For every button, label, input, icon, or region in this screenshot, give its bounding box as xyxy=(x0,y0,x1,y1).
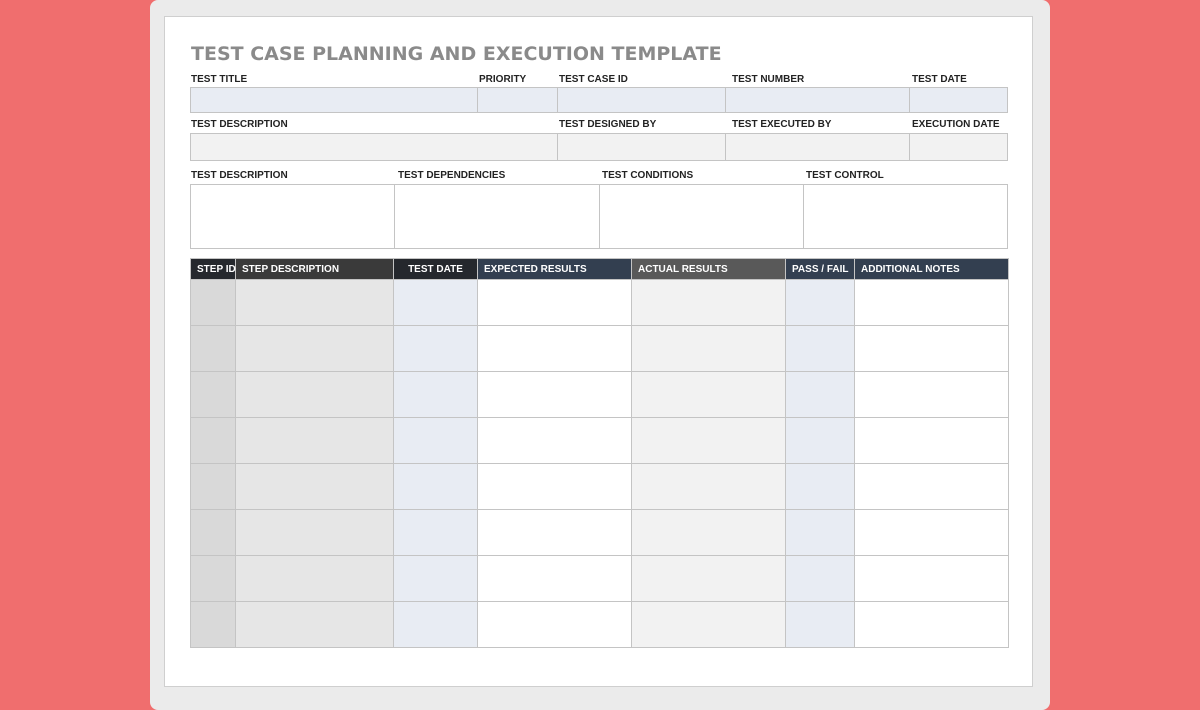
table-row xyxy=(191,602,1009,648)
actual-results-cell[interactable] xyxy=(632,372,786,418)
table-row xyxy=(191,418,1009,464)
actual-results-cell[interactable] xyxy=(632,510,786,556)
step-id-cell[interactable] xyxy=(191,602,236,648)
additional-notes-cell[interactable] xyxy=(855,556,1009,602)
step-description-cell[interactable] xyxy=(236,464,394,510)
test-title-field[interactable] xyxy=(190,87,478,113)
test-executed-by-label: TEST EXECUTED BY xyxy=(732,119,832,130)
test-date-cell[interactable] xyxy=(394,326,478,372)
actual-results-cell[interactable] xyxy=(632,418,786,464)
test-description-field[interactable] xyxy=(190,133,558,161)
step-description-cell[interactable] xyxy=(236,510,394,556)
actual-results-cell[interactable] xyxy=(632,464,786,510)
additional-notes-cell[interactable] xyxy=(855,510,1009,556)
step-id-cell[interactable] xyxy=(191,372,236,418)
table-row xyxy=(191,372,1009,418)
pass-fail-cell[interactable] xyxy=(786,510,855,556)
expected-results-cell[interactable] xyxy=(478,326,632,372)
test-description-2-field[interactable] xyxy=(190,184,395,249)
step-id-cell[interactable] xyxy=(191,326,236,372)
step-description-cell[interactable] xyxy=(236,326,394,372)
priority-label: PRIORITY xyxy=(479,74,527,85)
expected-results-cell[interactable] xyxy=(478,556,632,602)
step-description-cell[interactable] xyxy=(236,418,394,464)
table-row xyxy=(191,280,1009,326)
test-description-2-label: TEST DESCRIPTION xyxy=(191,170,288,181)
test-date-cell[interactable] xyxy=(394,602,478,648)
test-dependencies-field[interactable] xyxy=(394,184,600,249)
test-title-label: TEST TITLE xyxy=(191,74,248,85)
expected-results-cell[interactable] xyxy=(478,464,632,510)
test-date-cell[interactable] xyxy=(394,510,478,556)
table-row xyxy=(191,464,1009,510)
steps-body xyxy=(191,280,1009,648)
test-date-cell[interactable] xyxy=(394,372,478,418)
test-number-label: TEST NUMBER xyxy=(732,74,805,85)
test-date-cell[interactable] xyxy=(394,464,478,510)
pass-fail-cell[interactable] xyxy=(786,418,855,464)
actual-results-cell[interactable] xyxy=(632,602,786,648)
pass-fail-cell[interactable] xyxy=(786,372,855,418)
pass-fail-cell[interactable] xyxy=(786,464,855,510)
steps-table xyxy=(190,258,1009,648)
actual-results-header: ACTUAL RESULTS xyxy=(632,259,786,280)
test-date-cell[interactable] xyxy=(394,280,478,326)
page-title: TEST CASE PLANNING AND EXECUTION TEMPLATE xyxy=(191,43,722,65)
step-id-cell[interactable] xyxy=(191,464,236,510)
test-case-id-label: TEST CASE ID xyxy=(559,74,628,85)
pass-fail-cell[interactable] xyxy=(786,280,855,326)
test-designed-by-field[interactable] xyxy=(557,133,726,161)
test-control-label: TEST CONTROL xyxy=(806,170,884,181)
actual-results-cell[interactable] xyxy=(632,556,786,602)
additional-notes-cell[interactable] xyxy=(855,602,1009,648)
step-id-header: STEP ID xyxy=(191,259,236,280)
expected-results-cell[interactable] xyxy=(478,372,632,418)
step-description-cell[interactable] xyxy=(236,556,394,602)
actual-results-cell[interactable] xyxy=(632,326,786,372)
expected-results-cell[interactable] xyxy=(478,418,632,464)
additional-notes-cell[interactable] xyxy=(855,418,1009,464)
test-date-field[interactable] xyxy=(909,87,1008,113)
test-number-field[interactable] xyxy=(725,87,910,113)
expected-results-cell[interactable] xyxy=(478,602,632,648)
additional-notes-cell[interactable] xyxy=(855,464,1009,510)
test-date-cell[interactable] xyxy=(394,556,478,602)
table-row xyxy=(191,510,1009,556)
pass-fail-header: PASS / FAIL xyxy=(786,259,855,280)
test-date-header: TEST DATE xyxy=(394,259,478,280)
pass-fail-cell[interactable] xyxy=(786,602,855,648)
pass-fail-cell[interactable] xyxy=(786,556,855,602)
test-date-label: TEST DATE xyxy=(912,74,967,85)
test-executed-by-field[interactable] xyxy=(725,133,910,161)
pass-fail-cell[interactable] xyxy=(786,326,855,372)
step-id-cell[interactable] xyxy=(191,556,236,602)
step-description-cell[interactable] xyxy=(236,372,394,418)
expected-results-header: EXPECTED RESULTS xyxy=(478,259,632,280)
additional-notes-cell[interactable] xyxy=(855,326,1009,372)
priority-field[interactable] xyxy=(477,87,558,113)
step-id-cell[interactable] xyxy=(191,280,236,326)
step-description-cell[interactable] xyxy=(236,280,394,326)
step-description-cell[interactable] xyxy=(236,602,394,648)
step-id-cell[interactable] xyxy=(191,418,236,464)
table-row xyxy=(191,556,1009,602)
test-description-label: TEST DESCRIPTION xyxy=(191,119,288,130)
test-dependencies-label: TEST DEPENDENCIES xyxy=(398,170,506,181)
execution-date-field[interactable] xyxy=(909,133,1008,161)
actual-results-cell[interactable] xyxy=(632,280,786,326)
test-conditions-field[interactable] xyxy=(599,184,804,249)
step-id-cell[interactable] xyxy=(191,510,236,556)
test-conditions-label: TEST CONDITIONS xyxy=(602,170,694,181)
step-description-header: STEP DESCRIPTION xyxy=(236,259,394,280)
test-designed-by-label: TEST DESIGNED BY xyxy=(559,119,657,130)
additional-notes-cell[interactable] xyxy=(855,372,1009,418)
execution-date-label: EXECUTION DATE xyxy=(912,119,1000,130)
expected-results-cell[interactable] xyxy=(478,510,632,556)
table-row xyxy=(191,326,1009,372)
additional-notes-header: ADDITIONAL NOTES xyxy=(855,259,1009,280)
test-date-cell[interactable] xyxy=(394,418,478,464)
additional-notes-cell[interactable] xyxy=(855,280,1009,326)
steps-header-row xyxy=(191,259,1009,280)
expected-results-cell[interactable] xyxy=(478,280,632,326)
test-control-field[interactable] xyxy=(803,184,1008,249)
test-case-id-field[interactable] xyxy=(557,87,726,113)
